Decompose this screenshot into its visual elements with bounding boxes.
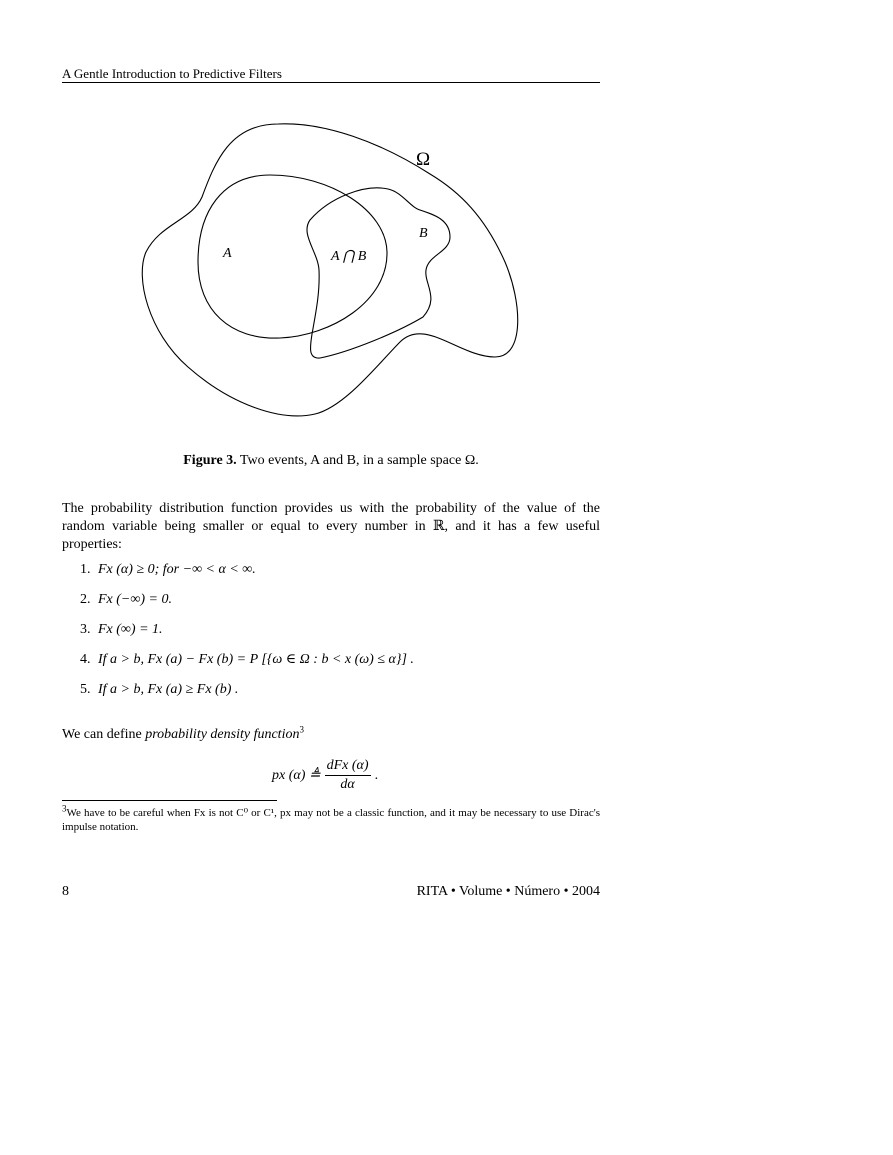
list-item-number: 3. [80,622,91,637]
equation-fraction [325,758,371,793]
running-head: A Gentle Introduction to Predictive Filters [62,66,600,83]
definition-prefix: We can define [62,727,146,742]
caption-prefix: Figure 3. [183,453,237,468]
definition-line [62,724,600,743]
list-item-text: Fx (−∞) = 0. [98,592,172,607]
page-number: 8 [62,884,69,899]
list-item [80,650,600,680]
list-item [80,560,600,590]
list-item-text: Fx (α) ≥ 0; for −∞ < α < ∞. [98,562,256,577]
list-item-text: If a > b, Fx (a) − Fx (b) = P [{ω ∈ Ω : b < x (ω) ≤ α}] . [98,652,414,667]
footnote [62,803,600,834]
event-b-label: B [419,226,428,241]
body-paragraph: The probability distribution function provides us with the probability of the value of the random variable being smaller or equal to every number in ℝ, and it has a few useful properties: [62,501,600,552]
equation-lhs: px (α) ≜ [272,768,321,783]
equation-numerator: dFx (α) [325,758,371,776]
caption-text: Two events, A and B, in a sample space Ω. [239,453,479,468]
list-item [80,590,600,620]
list-item [80,620,600,650]
footnote-text: We have to be careful when Fx is not C⁰ or C¹, px may not be a classic function, and it may be necessary to use Dirac's impulse notation. [62,807,600,833]
properties-list [80,560,600,710]
list-item-number: 5. [80,682,91,697]
definition-term: probability density function [145,727,300,742]
event-a-label: A [223,246,232,261]
footnote-rule [62,800,277,801]
equation-trail: . [374,767,379,783]
venn-diagram [130,112,530,422]
list-item-number: 1. [80,562,91,577]
list-item-text: If a > b, Fx (a) ≥ Fx (b) . [98,682,239,697]
equation-denominator: dα [340,777,355,792]
journal-footer: RITA • Volume • Número • 2004 [416,884,600,899]
list-item-number: 4. [80,652,91,667]
intersection-label: A ⋂ B [331,249,367,264]
event-b-outline [307,188,450,358]
footnote-mark: 3 [299,724,304,735]
density-equation [272,758,378,793]
list-item [80,680,600,710]
list-item-number: 2. [80,592,91,607]
list-item-text: Fx (∞) = 1. [98,622,163,637]
omega-label: Ω [416,149,431,170]
footnote-number: 3 [62,803,67,814]
figure-caption [62,453,600,469]
